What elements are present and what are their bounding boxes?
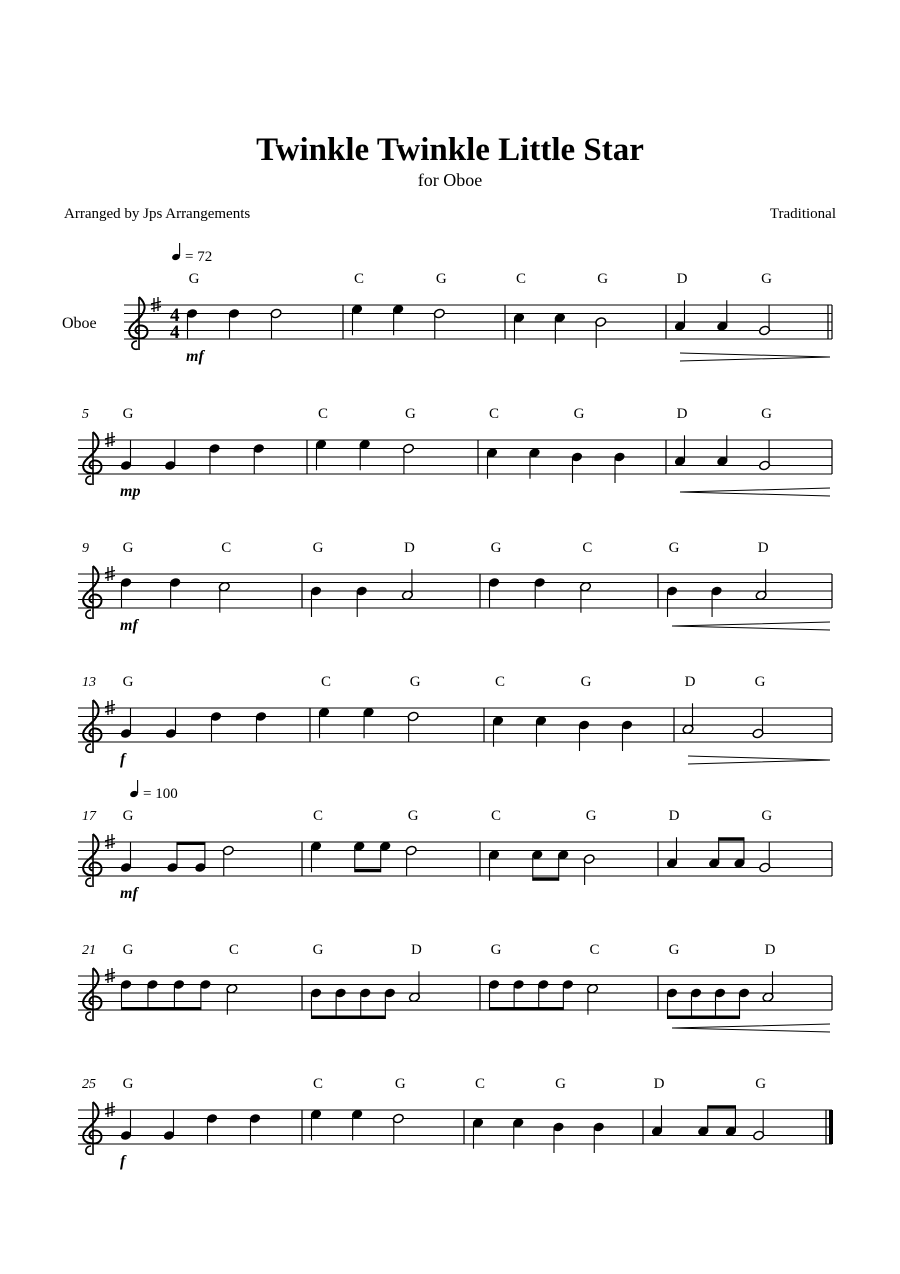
chord-symbol: G	[580, 674, 592, 690]
chord-symbol: G	[409, 674, 421, 690]
tempo-marking: = 72	[185, 249, 213, 265]
beam	[708, 1105, 736, 1109]
tempo-marking: = 100	[143, 786, 178, 802]
chord-symbol: G	[312, 540, 324, 556]
decrescendo-hairpin	[688, 756, 830, 764]
chord-symbol: C	[488, 406, 500, 422]
chord-symbol: G	[668, 540, 680, 556]
dynamic-marking: mf	[120, 885, 138, 902]
svg-text:4: 4	[170, 322, 180, 343]
measure-number: 21	[82, 943, 96, 958]
chord-symbol: C	[490, 808, 502, 824]
crescendo-hairpin	[672, 1024, 830, 1032]
chord-symbol: G	[312, 942, 324, 958]
chord-symbol: G	[122, 540, 134, 556]
crescendo-hairpin	[680, 488, 830, 496]
chord-symbol: G	[394, 1076, 406, 1092]
chord-symbol: C	[582, 540, 593, 556]
svg-text:4: 4	[170, 305, 180, 326]
staff-system	[124, 271, 832, 365]
crescendo-hairpin	[672, 622, 830, 630]
chord-symbol: D	[411, 942, 422, 958]
chord-symbol: G	[122, 942, 134, 958]
chord-symbol: G	[122, 406, 134, 422]
staff-system	[78, 540, 832, 634]
staff-system	[78, 674, 832, 768]
chord-symbol: G	[555, 1076, 566, 1092]
chord-symbol: G	[405, 406, 416, 422]
composer-credit: Traditional	[769, 206, 836, 222]
staff-system	[78, 942, 832, 1032]
chord-symbol: G	[490, 540, 502, 556]
chord-symbol: C	[228, 942, 239, 958]
score-subtitle: for Oboe	[417, 170, 483, 190]
chord-symbol: G	[122, 674, 134, 690]
score-title: Twinkle Twinkle Little Star	[256, 132, 644, 168]
chord-symbol: G	[573, 406, 585, 422]
measure-number: 9	[82, 541, 89, 556]
chord-symbol: C	[317, 406, 329, 422]
chord-symbol: C	[221, 540, 232, 556]
measure-number: 25	[82, 1077, 96, 1092]
chord-symbol: D	[676, 406, 688, 422]
chord-symbol: C	[494, 674, 506, 690]
measure-number: 5	[82, 407, 89, 422]
chord-symbol: G	[407, 808, 419, 824]
time-signature	[170, 305, 180, 343]
chord-symbol: G	[754, 674, 766, 690]
chord-symbol: G	[122, 808, 134, 824]
chord-symbol: D	[653, 1076, 665, 1092]
beam	[177, 842, 205, 846]
chord-symbol: G	[761, 808, 773, 824]
dynamic-marking: f	[120, 1153, 126, 1170]
chord-symbol: C	[515, 271, 527, 287]
beam	[533, 877, 559, 881]
chord-symbol: D	[757, 540, 769, 556]
beam	[668, 1016, 740, 1020]
chord-symbol: D	[684, 674, 696, 690]
instrument-label: Oboe	[62, 315, 97, 332]
chord-symbol: D	[764, 942, 776, 958]
chord-symbol: C	[589, 942, 600, 958]
chord-symbol: G	[435, 271, 447, 287]
decrescendo-hairpin	[680, 353, 830, 361]
staff-system	[78, 808, 832, 902]
chord-symbol: G	[755, 1076, 767, 1092]
beam	[122, 1007, 201, 1011]
beam	[312, 1016, 386, 1020]
chord-symbol: C	[312, 808, 324, 824]
staff-system	[78, 1076, 833, 1170]
chord-symbol: G	[188, 271, 200, 287]
dynamic-marking: f	[120, 751, 126, 768]
beam	[490, 1007, 564, 1011]
chord-symbol: G	[490, 942, 502, 958]
measure-number: 17	[82, 809, 96, 824]
chord-symbol: C	[353, 271, 365, 287]
arranger-credit: Arranged by Jps Arrangements	[64, 206, 251, 222]
final-barline	[829, 1110, 833, 1144]
chord-symbol: D	[404, 540, 415, 556]
beam	[355, 869, 381, 873]
dynamic-marking: mf	[186, 348, 204, 365]
chord-symbol: G	[761, 271, 772, 287]
score-systems	[78, 243, 833, 1170]
chord-symbol: G	[668, 942, 680, 958]
dynamic-marking: mf	[120, 617, 138, 634]
chord-symbol: C	[320, 674, 332, 690]
chord-symbol: G	[761, 406, 772, 422]
beam	[719, 837, 744, 841]
chord-symbol: D	[668, 808, 680, 824]
staff-system	[78, 406, 832, 500]
chord-symbol: G	[585, 808, 597, 824]
dynamic-marking: mp	[120, 483, 141, 500]
measure-number: 13	[82, 675, 96, 690]
chord-symbol: C	[312, 1076, 324, 1092]
chord-symbol: D	[676, 271, 688, 287]
chord-symbol: C	[474, 1076, 486, 1092]
chord-symbol: G	[597, 271, 609, 287]
chord-symbol: G	[122, 1076, 134, 1092]
